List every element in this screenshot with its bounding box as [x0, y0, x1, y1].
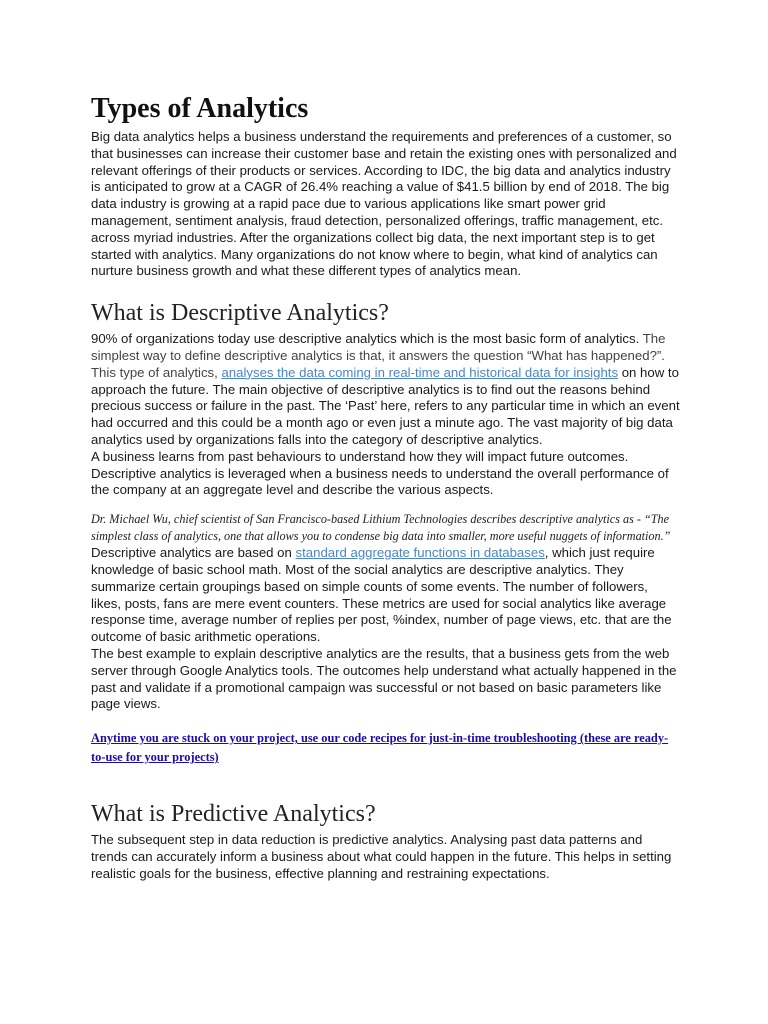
code-recipes-promo-link[interactable]: Anytime you are stuck on your project, use our code recipes for just-in-time troubleshooting (these are ready-to-use for your projects) — [91, 731, 669, 765]
page-title: Types of Analytics — [91, 93, 309, 124]
intro-paragraph: Big data analytics helps a business understand the requirements and preferences of a customer, so that businesses can increase their customer base and retain the existing ones with personalized and relevant offerings of their products or services. According to IDC, the big data and analytics industry is anticipated to grow at a CAGR of 26.4% reaching a value of $41.5 billion by end of 2018. The big data industry is growing at a rapid pace due to various applications like smart power grid management, sentiment analysis, fraud detection, personalized offerings, traffic management, etc. across myriad industries. After the organizations collect big data, the next important step is to get started with analytics. Many organizations do not know where to begin, what kind of analytics can nurture business growth and what these different types of analytics mean. — [91, 129, 677, 279]
aggregate-functions-link[interactable]: standard aggregate functions in databases — [295, 545, 545, 561]
descriptive-paragraph-4: The best example to explain descriptive analytics are the results, that a business gets from the web server through Google Analytics tools. The outcomes help understand what actually happened in the past and validate if a promotional campaign was successful or not based on basic parameters like page views. — [91, 645, 677, 712]
article-body — [91, 93, 681, 883]
predictive-paragraph-1: The subsequent step in data reduction is predictive analytics. Analysing past data patterns and trends can accurately inform a business about what could happen in the future. This helps in setting realistic goals for the business, effective planning and restraining expectations. — [91, 832, 672, 881]
wu-quote: Dr. Michael Wu, chief scientist of San Francisco-based Lithium Technologies describes descriptive analytics as - “The simplest class of analytics, one that allows you to condense big data into smaller, more useful nuggets of information.” — [91, 512, 671, 544]
descriptive-p1-part-d: particular time in which an event had occurred and this could be a month ago or even just a minute ago. The vast majority of big data analytics used by organizations falls into the category of descriptive analytics. — [91, 398, 680, 447]
descriptive-p3-part-b: , which just require knowledge of basic school math. Most of the social analytics are descriptive analytics. They summarize certain groupings based on simple counts of some events. The number of followers, likes, posts, fans are mere event counters. These metrics are used for social analytics like average response time, average number of replies per post, %index, number of page views, etc. that are the outcome of basic arithmetic operations. — [91, 545, 672, 645]
descriptive-paragraph-3 — [91, 545, 681, 646]
descriptive-p1-part-c: on how to approach the future. The main objective of descriptive analytics is to find out the reasons behind precious success or failure in the past. The ‘Past’ here, refers to any — [91, 364, 679, 414]
descriptive-paragraph-1 — [91, 331, 681, 449]
descriptive-heading: What is Descriptive Analytics? — [91, 300, 389, 327]
descriptive-p1-part-a: 90% of organizations today use descriptive analytics which is the most basic form of analytics. — [91, 331, 640, 347]
predictive-heading: What is Predictive Analytics? — [91, 801, 376, 828]
real-time-insights-link[interactable]: analyses the data coming in real-time and historical data for insights — [221, 364, 619, 380]
descriptive-p3-part-a: Descriptive analytics are based on — [91, 545, 296, 561]
descriptive-p1-part-b: The simplest way to define descriptive analytics is that, it answers the question “What has happened?”. This type of analytics, — [91, 331, 666, 380]
descriptive-paragraph-2: A business learns from past behaviours to understand how they will impact future outcomes. Descriptive analytics is leveraged when a business needs to understand the overall performance of the company at an aggregate level and describe the various aspects. — [91, 448, 669, 498]
